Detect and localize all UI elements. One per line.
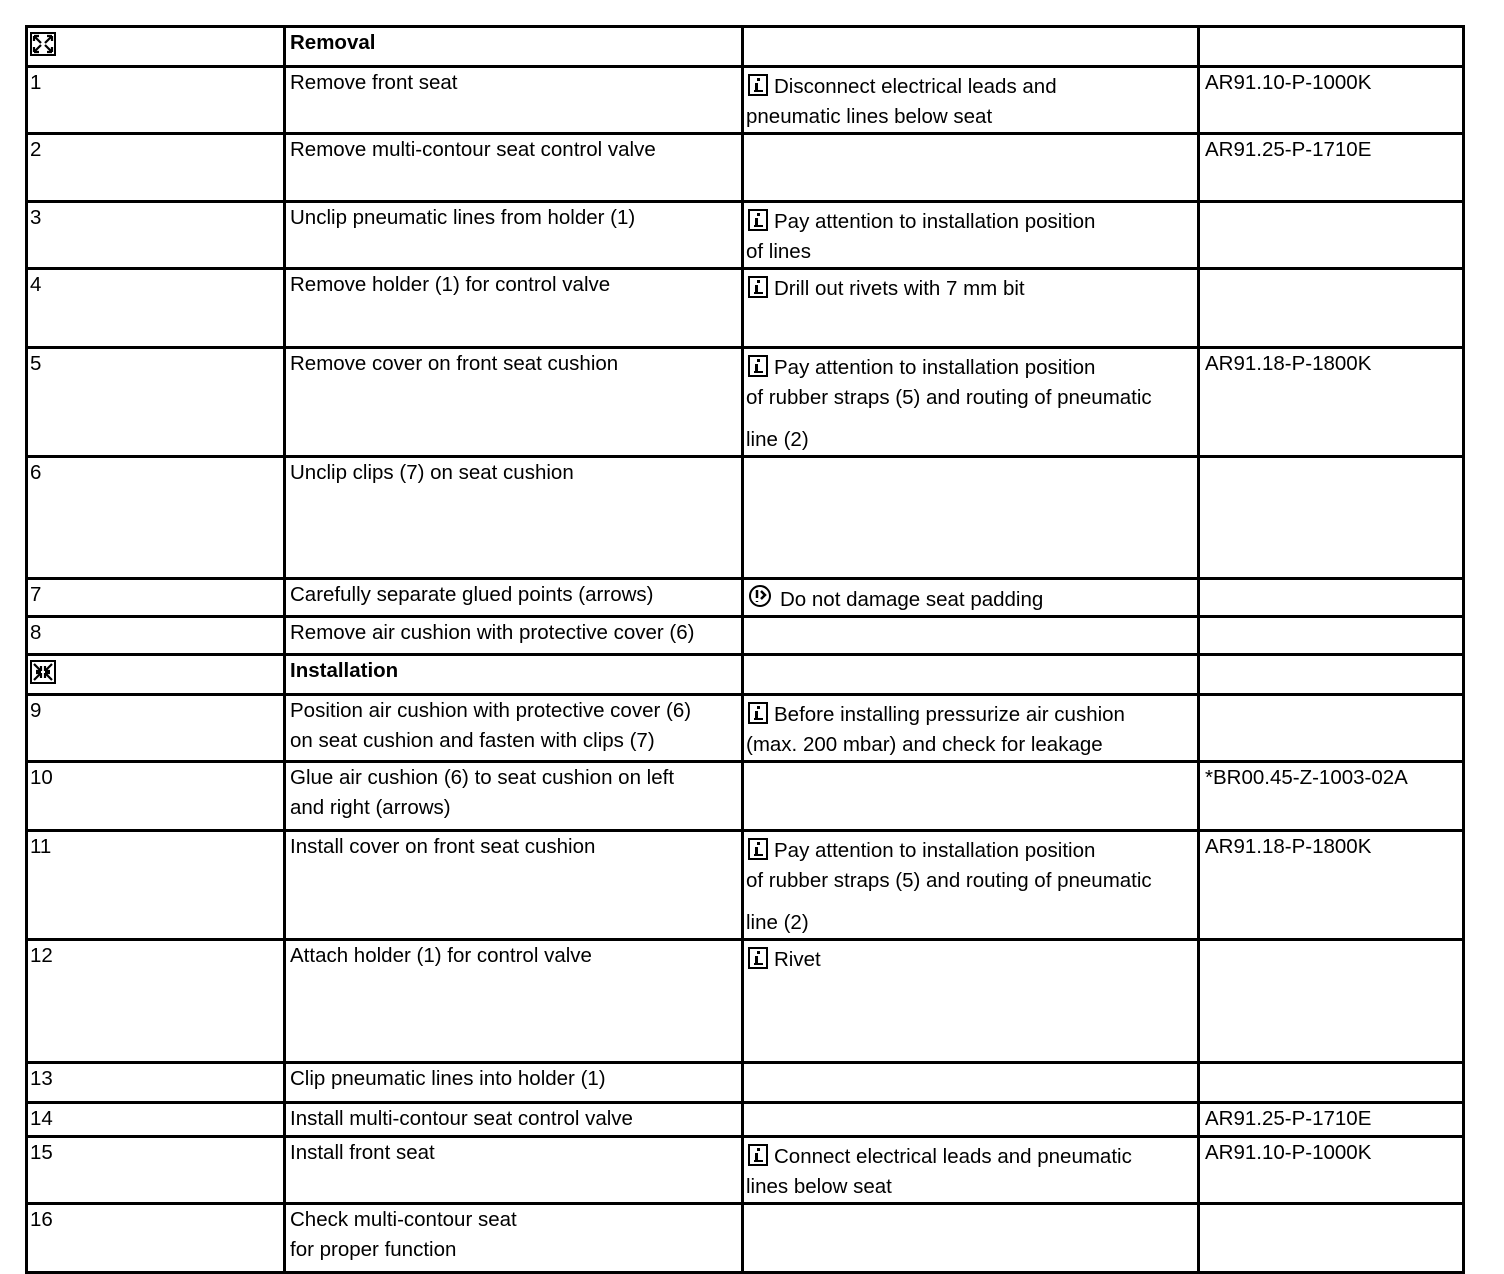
step-description (285, 1063, 743, 1103)
note-text: Pay attention to installation position (774, 356, 1096, 379)
reference-cell: AR91.10-P-1000K (1199, 67, 1464, 134)
note-text: line (2) (746, 428, 809, 451)
step-description (285, 695, 743, 762)
step-number: 11 (27, 831, 285, 940)
description-line: for proper function (290, 1238, 457, 1261)
installation-collapse-icon (30, 660, 56, 684)
note-text: lines below seat (746, 1175, 892, 1198)
step-number: 12 (27, 940, 285, 1063)
step-number: 15 (27, 1137, 285, 1204)
step-number: 6 (27, 457, 285, 579)
table-row (27, 940, 1464, 1063)
reference-cell: AR91.18-P-1800K (1199, 348, 1464, 457)
table-row (27, 457, 1464, 579)
note-cell (743, 940, 1199, 1063)
step-number: 5 (27, 348, 285, 457)
table-row (27, 1204, 1464, 1273)
step-number: 7 (27, 579, 285, 617)
step-number: 3 (27, 202, 285, 269)
note-line (746, 68, 1197, 102)
reference-cell (1199, 655, 1464, 695)
reference-cell (1199, 940, 1464, 1063)
note-cell (743, 762, 1199, 831)
description-line: Remove cover on front seat cushion (290, 352, 619, 375)
reference-cell: AR91.18-P-1800K (1199, 831, 1464, 940)
section-title-text: Removal (290, 31, 376, 54)
reference-cell (1199, 27, 1464, 67)
note-text: of lines (746, 240, 811, 263)
note-text: Drill out rivets with 7 mm bit (774, 277, 1025, 300)
note-cell (743, 1103, 1199, 1137)
reference-cell (1199, 579, 1464, 617)
info-icon (748, 74, 768, 96)
description-line: Unclip clips (7) on seat cushion (290, 461, 574, 484)
section-row-installation (27, 655, 1464, 695)
step-number: 13 (27, 1063, 285, 1103)
table-row (27, 202, 1464, 269)
step-description (285, 1137, 743, 1204)
note-cell (743, 617, 1199, 655)
note-cell (743, 579, 1199, 617)
description-line: Install front seat (290, 1141, 435, 1164)
step-description (285, 579, 743, 617)
step-number: 9 (27, 695, 285, 762)
description-line: Carefully separate glued points (arrows) (290, 583, 654, 606)
note-text: Disconnect electrical leads and (774, 75, 1057, 98)
step-description (285, 134, 743, 202)
note-line (746, 730, 1197, 760)
note-cell (743, 202, 1199, 269)
note-cell (743, 655, 1199, 695)
note-line (746, 1172, 1197, 1202)
note-text: Pay attention to installation position (774, 210, 1096, 233)
reference-cell: AR91.10-P-1000K (1199, 1137, 1464, 1204)
note-cell (743, 348, 1199, 457)
table-row (27, 134, 1464, 202)
step-number: 16 (27, 1204, 285, 1273)
note-text: of rubber straps (5) and routing of pneumatic (746, 386, 1152, 409)
note-line (746, 696, 1197, 730)
note-cell (743, 1204, 1199, 1273)
note-line (746, 383, 1197, 413)
reference-cell: AR91.25-P-1710E (1199, 1103, 1464, 1137)
removal-expand-icon (30, 32, 56, 56)
note-text: Before installing pressurize air cushion (774, 703, 1125, 726)
section-row-removal (27, 27, 1464, 67)
section-title (285, 27, 743, 67)
table-row (27, 67, 1464, 134)
note-line (746, 941, 1197, 975)
note-line (746, 270, 1197, 304)
reference-cell (1199, 1204, 1464, 1273)
note-text: pneumatic lines below seat (746, 105, 993, 128)
note-text: Connect electrical leads and pneumatic (774, 1145, 1132, 1168)
reference-cell (1199, 269, 1464, 348)
info-icon (748, 702, 768, 724)
note-text: of rubber straps (5) and routing of pneumatic (746, 869, 1152, 892)
step-description (285, 831, 743, 940)
description-line: Remove air cushion with protective cover (6) (290, 621, 695, 644)
note-line (746, 203, 1197, 237)
info-icon (748, 276, 768, 298)
step-description (285, 1103, 743, 1137)
description-line: Unclip pneumatic lines from holder (1) (290, 206, 636, 229)
table-row (27, 1103, 1464, 1137)
info-icon (748, 947, 768, 969)
note-cell (743, 1063, 1199, 1103)
procedure-table (25, 25, 1465, 1274)
note-cell (743, 457, 1199, 579)
step-description (285, 617, 743, 655)
description-line: Remove holder (1) for control valve (290, 273, 611, 296)
note-text: Rivet (774, 948, 821, 971)
description-line: Install cover on front seat cushion (290, 835, 596, 858)
description-line: Clip pneumatic lines into holder (1) (290, 1067, 606, 1090)
step-description (285, 202, 743, 269)
reference-cell (1199, 457, 1464, 579)
step-description (285, 457, 743, 579)
description-line: Remove multi-contour seat control valve (290, 138, 656, 161)
table-row (27, 1137, 1464, 1204)
table-row (27, 762, 1464, 831)
section-title-text: Installation (290, 659, 399, 682)
description-line: Position air cushion with protective cover (6) (290, 699, 692, 722)
note-line (746, 908, 1197, 938)
note-cell (743, 269, 1199, 348)
description-line: Attach holder (1) for control valve (290, 944, 592, 967)
step-number: 2 (27, 134, 285, 202)
description-line: on seat cushion and fasten with clips (7) (290, 729, 655, 752)
note-line (746, 866, 1197, 896)
table-row (27, 695, 1464, 762)
step-description (285, 1204, 743, 1273)
step-number: 10 (27, 762, 285, 831)
table-row (27, 1063, 1464, 1103)
step-number: 8 (27, 617, 285, 655)
reference-cell: *BR00.45-Z-1003-02A (1199, 762, 1464, 831)
note-cell (743, 1137, 1199, 1204)
table-row (27, 348, 1464, 457)
section-icon-cell (27, 655, 285, 695)
note-line (746, 832, 1197, 866)
info-icon (748, 355, 768, 377)
note-line (746, 425, 1197, 455)
description-line: Glue air cushion (6) to seat cushion on left (290, 766, 675, 789)
info-icon (748, 838, 768, 860)
description-line: Remove front seat (290, 71, 458, 94)
note-cell (743, 831, 1199, 940)
step-description (285, 762, 743, 831)
note-line (746, 102, 1197, 132)
note-line (746, 1138, 1197, 1172)
table-row (27, 579, 1464, 617)
table-row (27, 269, 1464, 348)
description-line: Check multi-contour seat (290, 1208, 517, 1231)
reference-cell (1199, 695, 1464, 762)
caution-icon (748, 584, 772, 608)
note-cell (743, 67, 1199, 134)
section-icon-cell (27, 27, 285, 67)
info-icon (748, 209, 768, 231)
step-description (285, 348, 743, 457)
note-cell (743, 27, 1199, 67)
note-line (746, 237, 1197, 267)
note-text: Pay attention to installation position (774, 839, 1096, 862)
reference-cell (1199, 202, 1464, 269)
table-row (27, 831, 1464, 940)
note-cell (743, 134, 1199, 202)
note-text: line (2) (746, 911, 809, 934)
note-line (746, 349, 1197, 383)
step-description (285, 269, 743, 348)
info-icon (748, 1144, 768, 1166)
step-number: 4 (27, 269, 285, 348)
note-text: (max. 200 mbar) and check for leakage (746, 733, 1103, 756)
reference-cell: AR91.25-P-1710E (1199, 134, 1464, 202)
reference-cell (1199, 617, 1464, 655)
description-line: Install multi-contour seat control valve (290, 1107, 633, 1130)
section-title (285, 655, 743, 695)
description-line: and right (arrows) (290, 796, 451, 819)
step-number: 14 (27, 1103, 285, 1137)
note-line (746, 580, 1197, 615)
table-row (27, 617, 1464, 655)
note-cell (743, 695, 1199, 762)
step-number: 1 (27, 67, 285, 134)
reference-cell (1199, 1063, 1464, 1103)
step-description (285, 940, 743, 1063)
step-description (285, 67, 743, 134)
note-text: Do not damage seat padding (780, 588, 1044, 611)
